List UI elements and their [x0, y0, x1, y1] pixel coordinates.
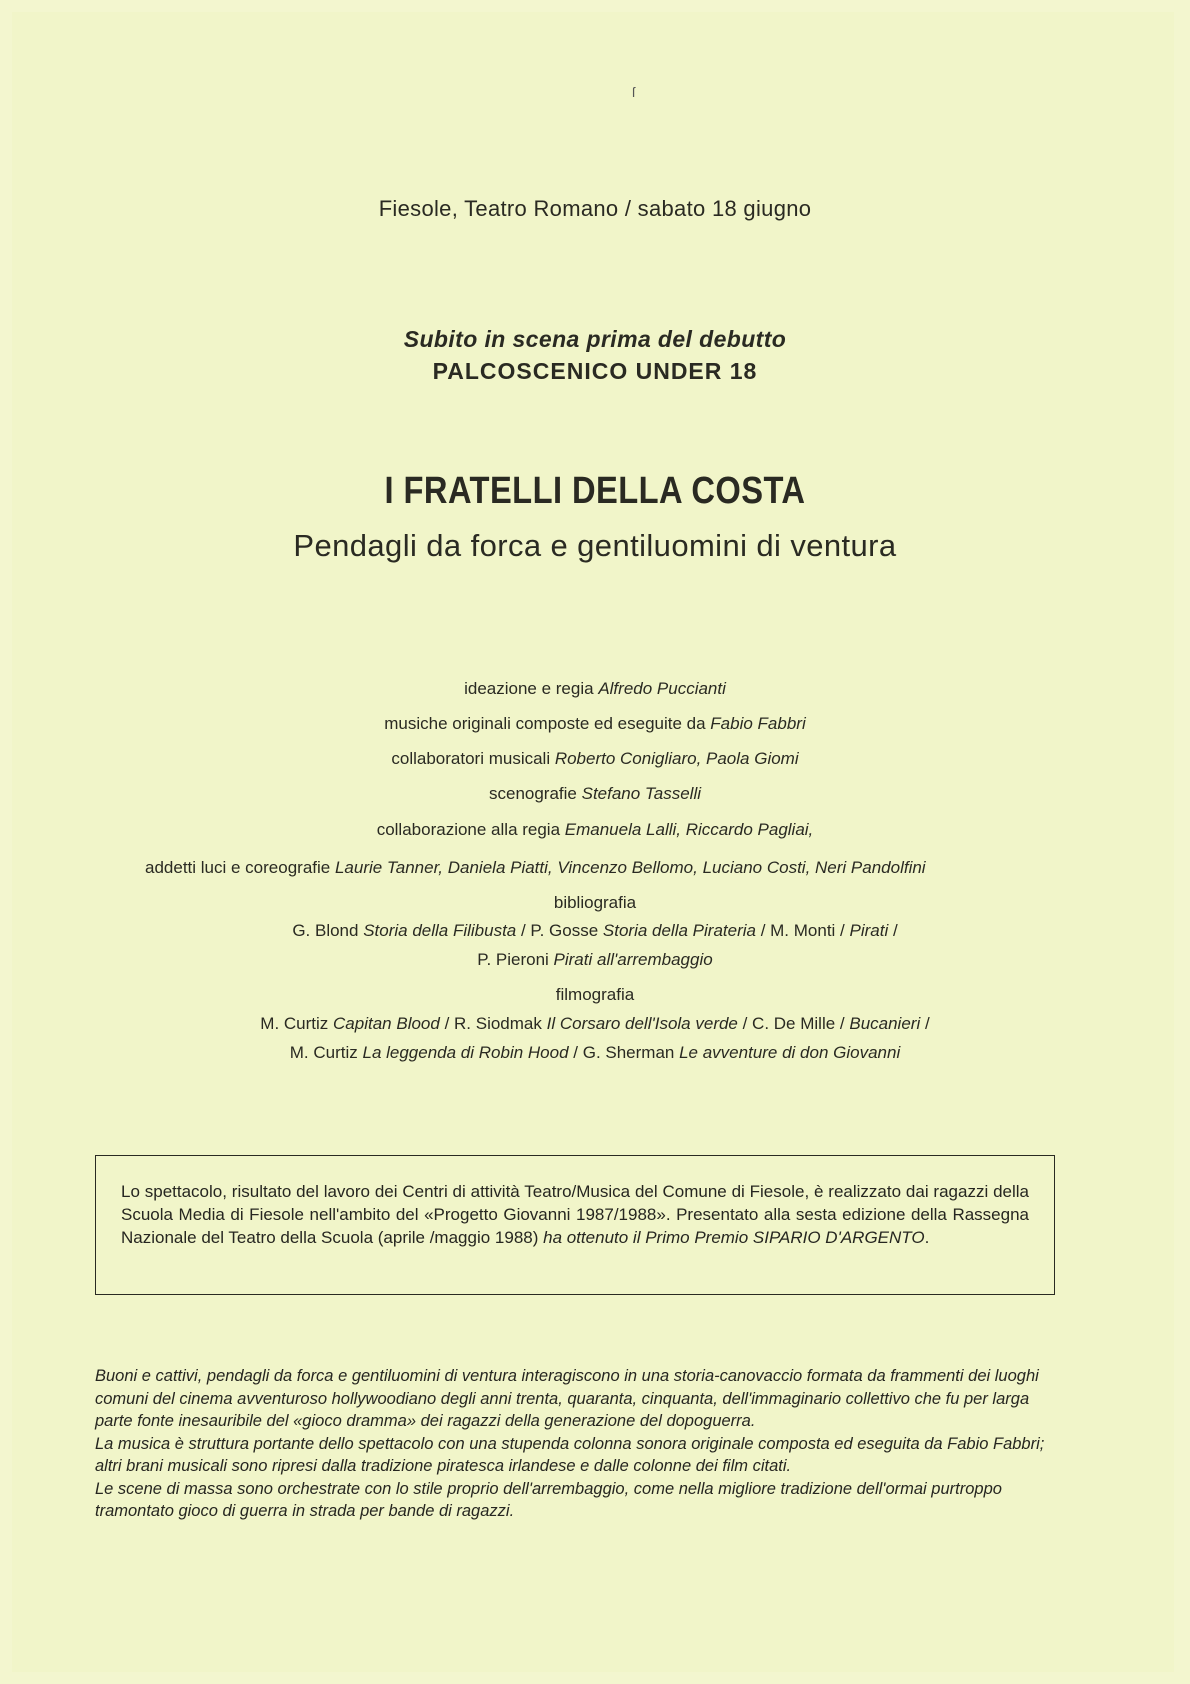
description-paragraph: Le scene di massa sono orchestrate con lo stile proprio dell'arrembaggio, come nella migliore tradizione dell'ormai purtroppo tramontato gioco di guerra in strada per bande di ragazzi.	[95, 1479, 1002, 1520]
credit-line: collaborazione alla regia Emanuela Lalli, Riccardo Pagliai,	[376, 820, 814, 839]
description	[95, 1365, 1065, 1523]
filmography-line: M. Curtiz La leggenda di Robin Hood / G. Sherman Le avventure di don Giovanni	[289, 1043, 901, 1062]
credit-line: scenografie Stefano Tasselli	[488, 784, 701, 803]
credit-line: collaboratori musicali Roberto Conigliaro, Paola Giomi	[391, 749, 799, 768]
program-name: PALCOSCENICO UNDER 18	[432, 358, 758, 384]
ink-mark: ſ	[632, 84, 636, 100]
bibliography-heading: bibliografia	[553, 893, 637, 912]
description-paragraph: La musica è struttura portante dello spettacolo con una stupenda colonna sonora originale composta ed eseguita da Fabio Fabbri; altri brani musicali sono ripresi dalla tradizione piratesca irlandese e dalle colonne dei film citati.	[95, 1434, 1045, 1475]
program-heading: Subito in scena prima del debutto	[403, 326, 787, 352]
credit-line: ideazione e regia Alfredo Puccianti	[464, 679, 726, 698]
bibliography-line: P. Pieroni Pirati all'arrembaggio	[477, 950, 713, 969]
award-box	[95, 1155, 1055, 1295]
award-text: Lo spettacolo, risultato del lavoro dei Centri di attività Teatro/Musica del Comune di Fiesole, è realizzato dai ragazzi della Scuola Media di Fiesole nell'ambito del «Progetto Giovanni 1987/1988». Presentato alla sesta edizione della Rassegna Nazionale del Teatro della Scuola (aprile /maggio 1988) ha ottenuto il Primo Premio SIPARIO D'ARGENTO.	[121, 1182, 1029, 1247]
credit-line: addetti luci e coreografie Laurie Tanner, Daniela Piatti, Vincenzo Bellomo, Luciano Costi, Neri Pandolfini	[145, 858, 926, 877]
description-paragraph: Buoni e cattivi, pendagli da forca e gentiluomini di ventura interagiscono in una storia-canovaccio formata da frammenti dei luoghi comuni del cinema avventuroso hollywoodiano degli anni trenta, quaranta, cinquanta, dell'immaginario collettivo che fu per larga parte fonte inesauribile del «gioco dramma» dei ragazzi della generazione del dopoguerra.	[95, 1367, 1039, 1430]
show-subtitle: Pendagli da forca e gentiluomini di ventura	[293, 528, 897, 563]
filmography-heading: filmografia	[555, 985, 635, 1004]
venue-line: Fiesole, Teatro Romano / sabato 18 giugno	[378, 196, 812, 221]
credit-line: musiche originali composte ed eseguite da Fabio Fabbri	[384, 714, 806, 733]
filmography-line: M. Curtiz Capitan Blood / R. Siodmak Il Corsaro dell'Isola verde / C. De Mille / Bucanieri /	[260, 1014, 930, 1033]
bibliography-line: G. Blond Storia della Filibusta / P. Gosse Storia della Pirateria / M. Monti / Pirati /	[292, 921, 898, 940]
show-title: I FRATELLI DELLA COSTA	[384, 470, 806, 512]
